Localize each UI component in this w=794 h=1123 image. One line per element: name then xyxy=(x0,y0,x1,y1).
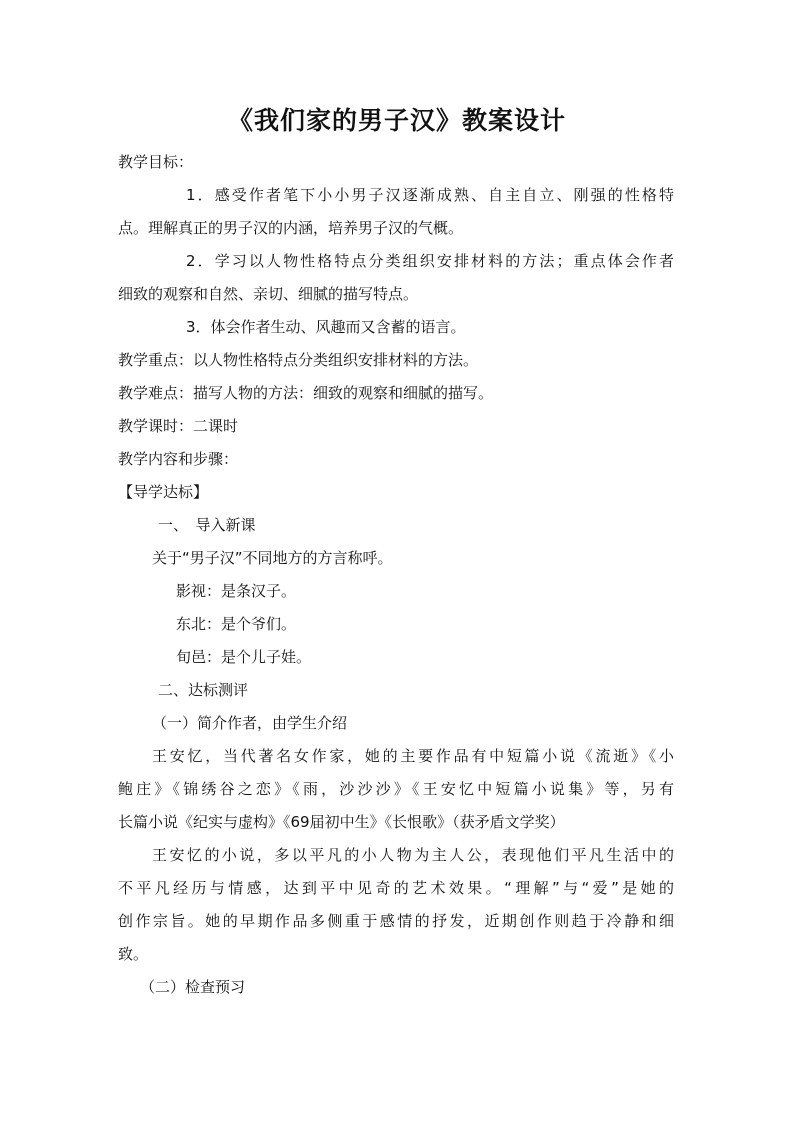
author-para-1-line-3: 长篇小说《纪实与虚构》《69届初中生》《长恨歌》（获矛盾文学奖） xyxy=(118,813,565,831)
objectives-heading: 教学目标： xyxy=(118,153,194,171)
difficult-points: 教学难点：描写人物的方法：细致的观察和细腻的描写。 xyxy=(118,384,494,402)
content-steps-heading: 教学内容和步骤： xyxy=(118,450,239,468)
dialect-intro: 关于“男子汉”不同地方的方言称呼。 xyxy=(152,549,393,567)
objective-2-line-1: 2．学习以人物性格特点分类组织安排材料的方法；重点体会作者 xyxy=(186,252,674,270)
author-para-1-line-1: 王安忆，当代著名女作家，她的主要作品有中短篇小说《流逝》《小 xyxy=(152,747,674,765)
author-para-2-line-3: 创作宗旨。她的早期作品多侧重于感情的抒发，近期创作则趋于冷静和细 xyxy=(118,912,674,930)
section-guide-heading: 【导学达标】 xyxy=(118,483,209,501)
step-1-heading: 一、 导入新课 xyxy=(158,516,256,534)
subsection-author-heading: （一）简介作者，由学生介绍 xyxy=(152,714,348,732)
step-2-heading: 二、达标测评 xyxy=(158,681,249,699)
objective-2-line-2: 细致的观察和自然、亲切、细腻的描写特点。 xyxy=(118,285,419,303)
author-para-2-line-1: 王安忆的小说，多以平凡的小人物为主人公，表现他们平凡生活中的 xyxy=(152,846,674,864)
objective-3: 3．体会作者生动、风趣而又含蓄的语言。 xyxy=(186,318,466,336)
dialect-northeast: 东北：是个爷们。 xyxy=(176,615,297,633)
author-para-2-line-2: 不平凡经历与情感，达到平中见奇的艺术效果。“理解”与“爱”是她的 xyxy=(118,879,674,897)
class-hours: 教学课时：二课时 xyxy=(118,417,239,435)
subsection-preview-heading: （二）检查预习 xyxy=(140,978,246,996)
author-para-1-line-2: 鲍庄》《锦绣谷之恋》《雨，沙沙沙》《王安忆中短篇小说集》等，另有 xyxy=(118,780,674,798)
dialect-film: 影视：是条汉子。 xyxy=(176,582,297,600)
objective-1-line-1: 1．感受作者笔下小小男子汉逐渐成熟、自主自立、刚强的性格特 xyxy=(186,186,674,204)
key-points: 教学重点：以人物性格特点分类组织安排材料的方法。 xyxy=(118,351,479,369)
document-title: 《我们家的男子汉》教案设计 xyxy=(227,106,566,135)
dialect-xunyi: 旬邑：是个儿子娃。 xyxy=(176,648,312,666)
author-para-2-line-4: 致。 xyxy=(118,945,149,963)
objective-1-line-2: 点。理解真正的男子汉的内涵，培养男子汉的气概。 xyxy=(118,219,464,237)
